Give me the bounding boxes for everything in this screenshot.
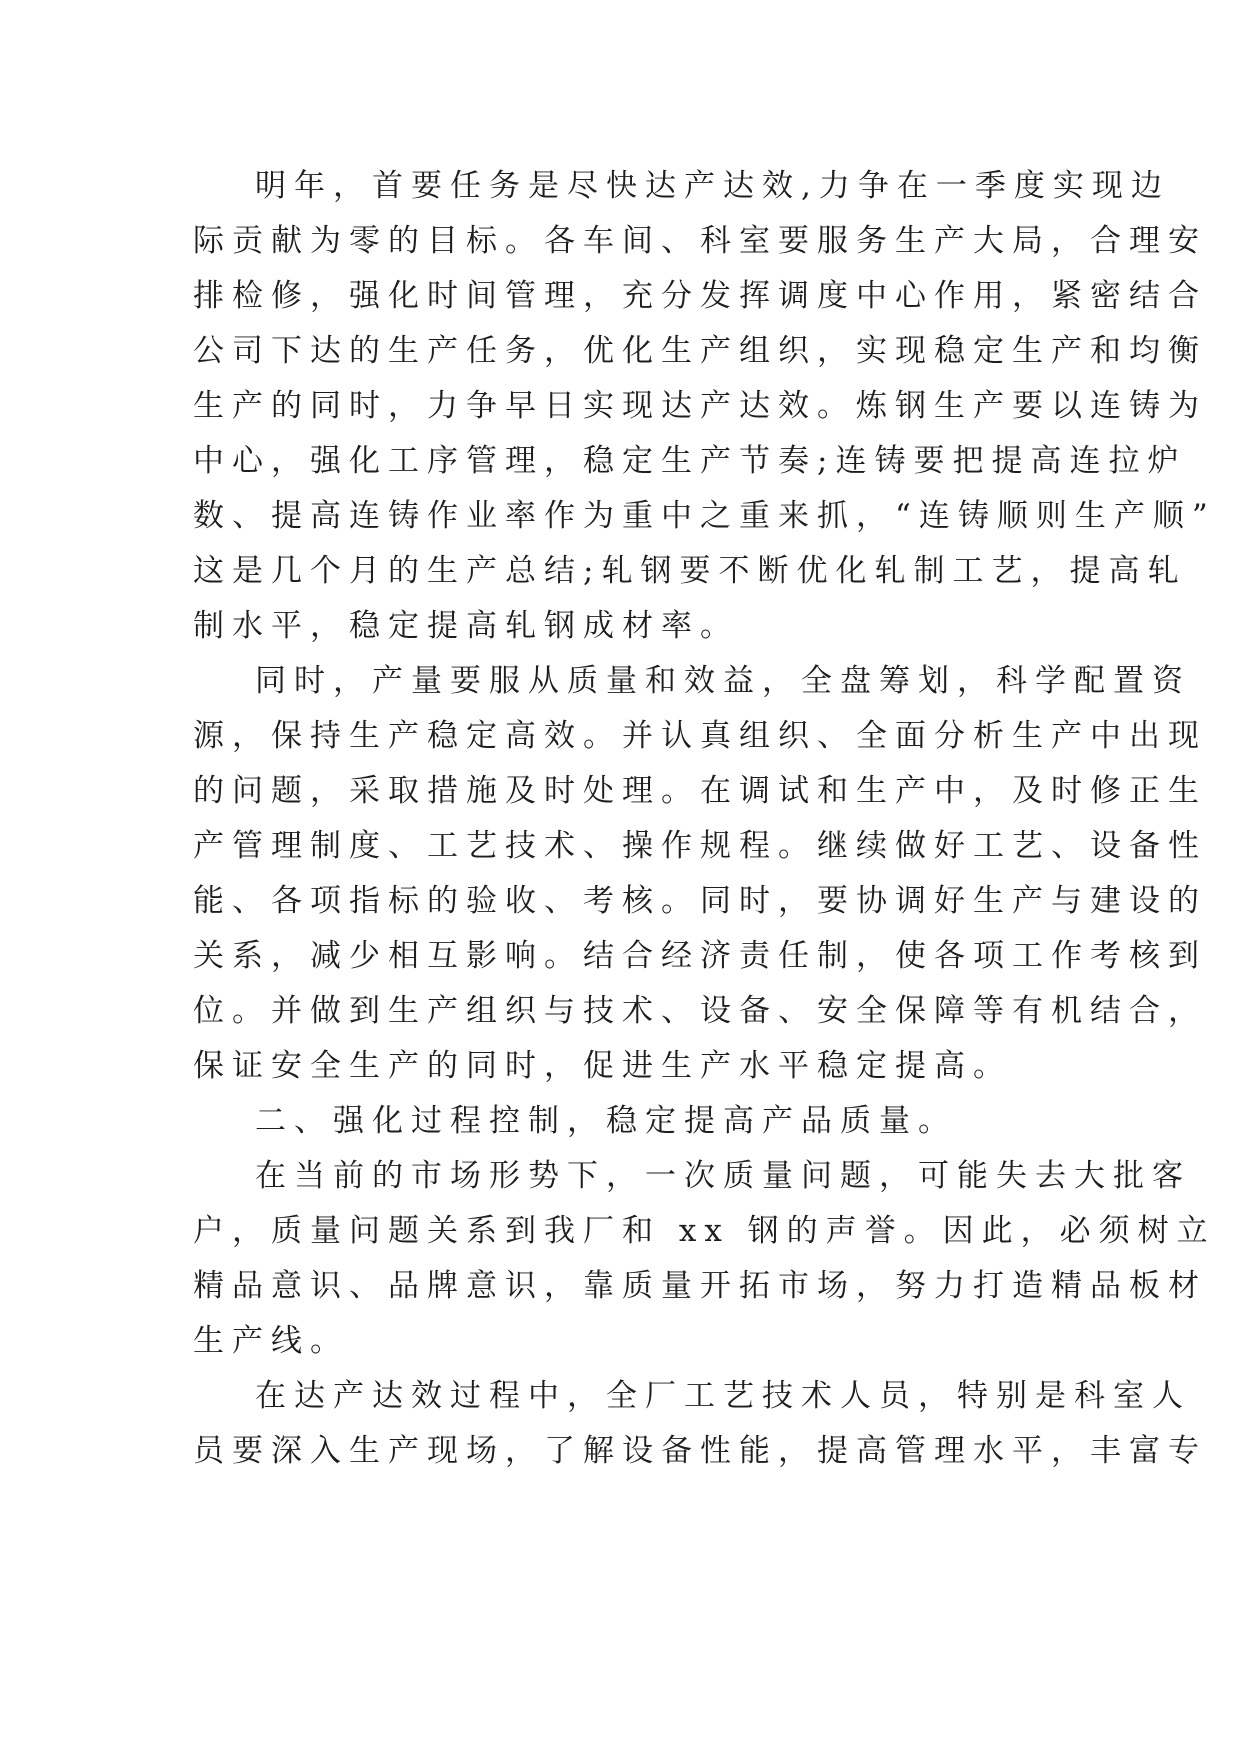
paragraph-first-line: 同时，产量要服从质量和效益，全盘筹划，科学配置资 bbox=[255, 663, 1191, 699]
paragraph-first-line: 明年，首要任务是尽快达产达效,力争在一季度实现边 bbox=[255, 168, 1170, 204]
text-line: 排检修，强化时间管理，充分发挥调度中心作用，紧密结合 bbox=[193, 278, 1207, 314]
text-line: 关系，减少相互影响。结合经济责任制，使各项工作考核到 bbox=[193, 938, 1207, 974]
text-line: 位。并做到生产组织与技术、设备、安全保障等有机结合， bbox=[193, 993, 1207, 1029]
text-line: 精品意识、品牌意识，靠质量开拓市场，努力打造精品板材 bbox=[193, 1268, 1207, 1304]
text-line: 户，质量问题关系到我厂和 xx 钢的声誉。因此，必须树立 bbox=[193, 1213, 1216, 1249]
text-line: 源，保持生产稳定高效。并认真组织、全面分析生产中出现 bbox=[193, 718, 1207, 754]
paragraph-first-line: 在达产达效过程中，全厂工艺技术人员，特别是科室人 bbox=[255, 1378, 1191, 1414]
text-line: 这是几个月的生产总结;轧钢要不断优化轧制工艺，提高轧 bbox=[193, 553, 1187, 589]
text-line: 保证安全生产的同时，促进生产水平稳定提高。 bbox=[193, 1048, 1012, 1084]
text-line: 生产的同时，力争早日实现达产达效。炼钢生产要以连铸为 bbox=[193, 388, 1207, 424]
text-line: 的问题，采取措施及时处理。在调试和生产中，及时修正生 bbox=[193, 773, 1207, 809]
text-line: 际贡献为零的目标。各车间、科室要服务生产大局，合理安 bbox=[193, 223, 1207, 259]
text-line: 中心，强化工序管理，稳定生产节奏;连铸要把提高连拉炉 bbox=[193, 443, 1187, 479]
text-line: 公司下达的生产任务，优化生产组织，实现稳定生产和均衡 bbox=[193, 333, 1207, 369]
text-line: 数、提高连铸作业率作为重中之重来抓，“连铸顺则生产顺” bbox=[193, 498, 1216, 534]
text-line: 产管理制度、工艺技术、操作规程。继续做好工艺、设备性 bbox=[193, 828, 1207, 864]
text-line: 制水平，稳定提高轧钢成材率。 bbox=[193, 608, 739, 644]
paragraph-first-line: 在当前的市场形势下，一次质量问题，可能失去大批客 bbox=[255, 1158, 1191, 1194]
text-line: 能、各项指标的验收、考核。同时，要协调好生产与建设的 bbox=[193, 883, 1207, 919]
text-line: 员要深入生产现场，了解设备性能，提高管理水平，丰富专 bbox=[193, 1433, 1207, 1469]
section-heading: 二、强化过程控制，稳定提高产品质量。 bbox=[255, 1103, 957, 1139]
text-line: 生产线。 bbox=[193, 1323, 349, 1359]
